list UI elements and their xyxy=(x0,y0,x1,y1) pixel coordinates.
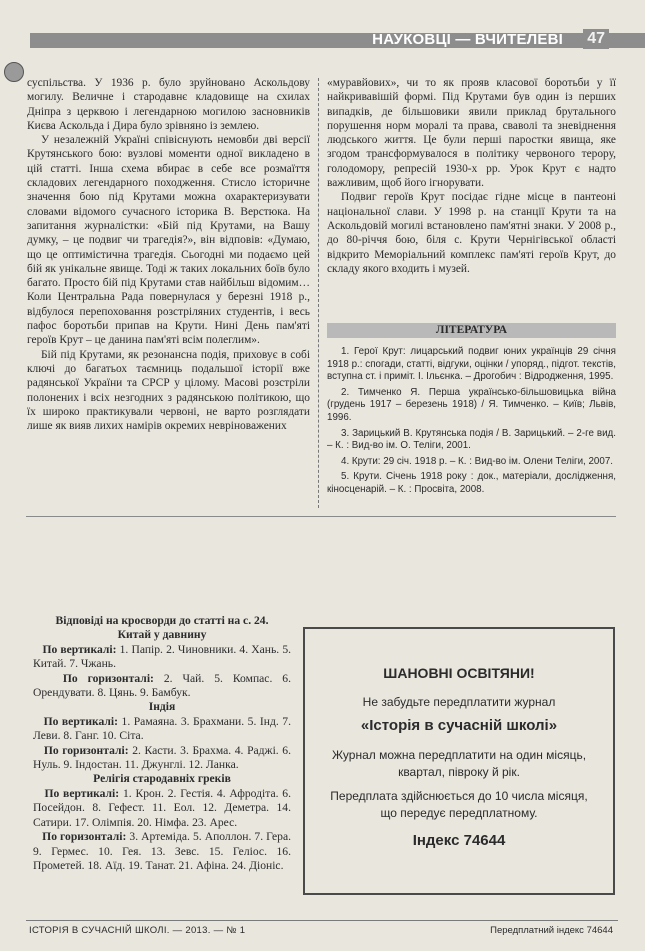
column-divider xyxy=(318,78,319,508)
footer-rule xyxy=(26,920,618,921)
journal-name: «Історія в сучасній школі» xyxy=(360,717,558,734)
answers-vertical: По вертикалі: 1. Папір. 2. Чиновники. 4. Хань. 5. Китай. 7. Чжань. xyxy=(33,642,292,671)
crossword-answers xyxy=(33,614,291,873)
paragraph: Подвиг героїв Крут посідає гідне місце в пантеоні національної слави. У 1998 р. на станції Крути та на Аскольдовій могилі встановлено пам'ятні знаки. У 2008 р., до 80-річчя бою, біля с. Крути Чернігівської області відкрито Меморіальний комплекс пам'яті героїв Крут, до складу якого входить і музей. xyxy=(327,191,616,275)
literature-heading: ЛІТЕРАТУРА xyxy=(327,323,616,338)
literature-item: 5. Крути. Січень 1918 року : док., матеріали, дослідження, кіносценарій. – К. : Просвіта, 2008. xyxy=(327,471,616,495)
answers-section-heading: Індія xyxy=(148,700,176,714)
answers-section-heading: Релігія стародавніх греків xyxy=(93,772,231,786)
subscription-box xyxy=(303,627,615,895)
ornament-icon xyxy=(4,62,24,82)
section-divider xyxy=(26,516,616,517)
footer-index: Передплатний індекс 74644 xyxy=(490,925,613,936)
paragraph: «муравйових», чи то як прояв класової боротьби у її найкривавішій формі. Під Крутами був один із перших випадків, де більшовики явили приклад брутального порушення норм моралі та права, сваволі та зневіднення людського життя. Це були перші паростки явища, яке згодом трансформувалося в політику червоного терору, голодомору, репресій 1930-х рр. Урок Крут є надто важливим, щоб його ігнорувати. xyxy=(327,77,616,190)
page-number: 47 xyxy=(583,29,609,49)
left-column xyxy=(27,76,310,433)
answers-horizontal: По горизонталі: 2. Касти. 3. Брахма. 4. Раджі. 6. Нуль. 9. Індостан. 11. Джунглі. 12. Ланка. xyxy=(33,743,291,772)
box-text: Не забудьте передплатити журнал xyxy=(362,695,556,709)
literature-item: 4. Крути: 29 січ. 1918 р. – К. : Вид-во ім. Олени Теліги, 2007. xyxy=(341,455,613,467)
paragraph: У незалежній Україні співіснують немовби дві версії Крутянського бою: вузлові моменти одної викладено в цій статті. Інша схема вбирає в себе все розмаїття складових легендарного походження. Стисло історичне значення бою під Крутами можна охарактеризувати словами відомого сучасного історика В. Верстюка. На запитання журналістки: «Бій під Крутами, на Вашу думку, – це подвиг чи трагедія?», він відповів: «Думаю, що це оптимістична трагедія. Сьогодні ми подаємо цей бій як унікальне явище. Тоді ж таких локальних боїв було багато. Просто бій під Крутами став найбільш відомим… Коли Центральна Рада повернулася у березні 1918 р., відбулося перепоховання розстріляних студентів, і весь пафос боротьби припав на Крути. Нині День пам'яті героїв Крут – це данина пам'яті всім полеглим». xyxy=(27,134,310,347)
answers-horizontal: По горизонталі: 3. Артеміда. 5. Аполлон. 7. Гера. 9. Гермес. 10. Гея. 13. Зевс. 15. Геліос. 16. Прометей. 18. Аїд. 19. Танат. 21. Афіна. 24. Діоніс. xyxy=(33,830,291,872)
footer-journal: ІСТОРІЯ В СУЧАСНІЙ ШКОЛІ. — 2013. — № 1 xyxy=(29,925,246,936)
literature-item: 2. Тимченко Я. Перша українсько-більшовицька війна (грудень 1917 – березень 1918) / Я. Тимченко. – Київ; Львів, 1996. xyxy=(327,386,616,423)
box-text: що передує передплатному. xyxy=(380,806,538,820)
answers-title: Відповіді на кросворди до статті на с. 24. xyxy=(55,614,269,627)
answers-horizontal: По горизонталі: 2. Чай. 5. Компас. 6. Орендувати. 8. Цянь. 9. Бамбук. xyxy=(33,671,291,700)
right-column xyxy=(327,76,616,276)
literature-list xyxy=(327,346,616,497)
answers-section-heading: Китай у давнину xyxy=(117,628,207,642)
section-title: НАУКОВЦІ — ВЧИТЕЛЕВІ xyxy=(372,31,563,48)
literature-item: 3. Зарицький В. Крутянська подія / В. Зарицький. – 2-ге вид. – К. : Вид-во ім. О. Теліги, 2001. xyxy=(327,427,616,452)
box-text: Передплата здійснюється до 10 числа місяця, xyxy=(330,789,588,803)
box-title: ШАНОВНІ ОСВІТЯНИ! xyxy=(383,665,535,681)
answers-vertical: По вертикалі: 1. Крон. 2. Гестія. 4. Афродіта. 6. Посейдон. 8. Гефест. 11. Еол. 12. Деметра. 14. Сатири. 17. Олімпія. 20. Німфа. 23. Арес. xyxy=(33,786,292,829)
literature-item: 1. Герої Крут: лицарський подвиг юних українців 29 січня 1918 р.: спогади, статті, відгуки, оцінки / упоряд., підгот. текстів, вступна ст. і приміт. І. Ільєнка. – Дрогобич : Відродження, 1995. xyxy=(327,346,616,383)
box-text: квартал, півроку й рік. xyxy=(398,765,520,779)
subscription-index: Індекс 74644 xyxy=(412,832,506,849)
answers-vertical: По вертикалі: 1. Рамаяна. 3. Брахмани. 5. Інд. 7. Леви. 8. Ганг. 10. Сіта. xyxy=(33,714,291,743)
paragraph: Бій під Крутами, як резонансна подія, приховує в собі ключі до багатьох таємниць подальшої історії вже радянської України та СРСР у цілому. Масові розстріли полонених і всіх незгодних з радянською політикою, що їх широко практикували червоні, не варто розглядати лише як вияв лихих намірів окремих невріноважених xyxy=(27,348,310,433)
box-text: Журнал можна передплатити на один місяць, xyxy=(331,748,587,762)
paragraph: суспільства. У 1936 р. було зруйновано Аскольдову могилу. Величне і стародавнє кладовище на схилах Дніпра з церквою і легендарною могилою засновників Києва Аскольда і Дира було зрівняно із землею. xyxy=(27,77,310,132)
